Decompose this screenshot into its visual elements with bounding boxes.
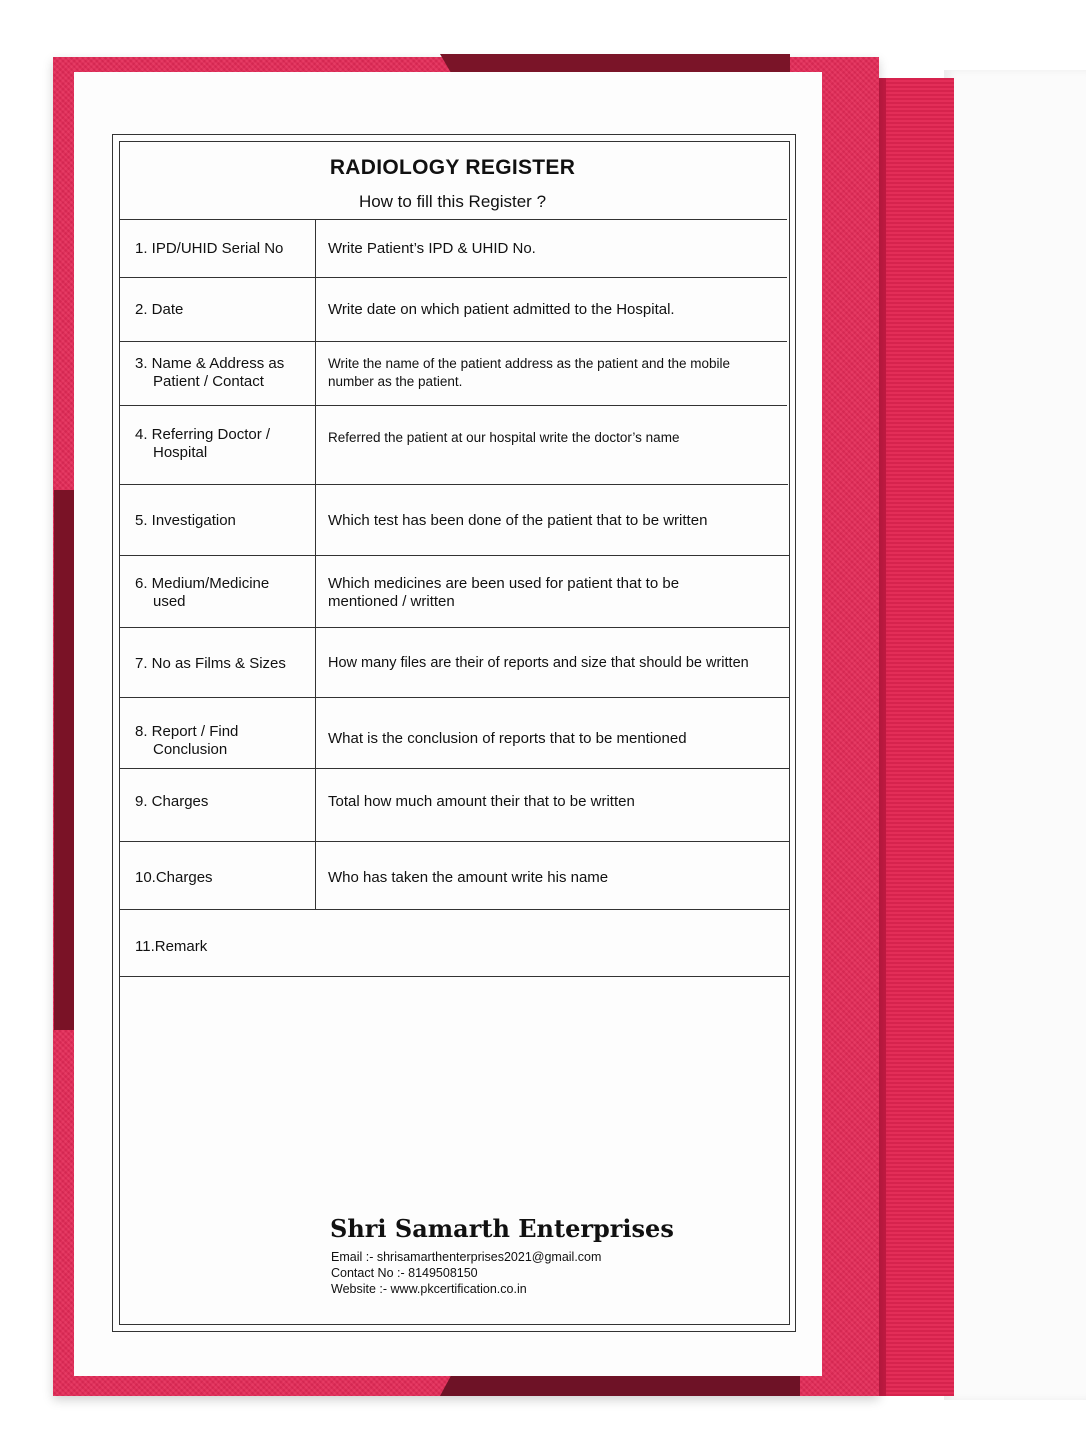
table-rule [119,768,790,769]
row-label-line1: 4. Referring Doctor / [135,426,271,443]
row-label-line1: 2. Date [135,301,184,318]
row-label [135,301,310,319]
row-description: Which medicines are been used for patient that to be mentioned / written [328,575,680,610]
row-label-line1: 8. Report / Find [135,723,239,740]
row-label-line1: 10.Charges [135,869,213,886]
row-label-line1: 5. Investigation [135,512,236,529]
row-description: Write date on which patient admitted to the Hospital. [328,301,675,318]
row-description: What is the conclusion of reports that to be mentioned [328,730,687,747]
row-label [135,355,310,391]
row-label-line1: 7. No as Films & Sizes [135,655,286,672]
row-label [135,240,310,258]
row-description: Write Patient’s IPD & UHID No. [328,240,536,257]
company-name: Shri Samarth Enterprises [330,1214,674,1243]
table-rule [119,627,789,628]
row-label-line2: Conclusion [153,741,228,758]
row-label-line1: 9. Charges [135,793,209,810]
row-label [135,793,310,811]
row-label [135,655,310,673]
row-description: Who has taken the amount write his name [328,869,609,886]
company-contact: Contact No :- 8149508150 [331,1266,478,1280]
table-rule [119,219,787,220]
cover-corner-top [440,54,790,72]
row-label-line2: Patient / Contact [153,373,264,390]
column-divider [315,219,316,910]
book-spine-strip [878,78,954,1396]
register-title: RADIOLOGY REGISTER [329,156,576,179]
row-description: Total how much amount their that to be written [328,793,635,810]
table-rule [119,909,790,910]
row-label [135,869,310,887]
table-rule [119,841,790,842]
row-description: Referred the patient at our hospital write the doctor’s name [328,430,680,445]
row-label-line1: 3. Name & Address as [135,355,285,372]
row-label [135,426,310,462]
row-description: How many files are their of reports and size that should be written [328,655,749,671]
cover-spine-band [54,490,74,1030]
row-label-line2: used [153,593,186,610]
table-rule [119,341,787,342]
row-description: Write the name of the patient address as the patient and the mobile number as the patient. [328,356,731,389]
row-label [135,938,310,956]
cover-corner-bottom [440,1376,800,1396]
row-label-line2: Hospital [153,444,208,461]
table-rule [119,976,790,977]
row-label-line1: 1. IPD/UHID Serial No [135,240,284,257]
table-rule [119,697,790,698]
table-rule [119,277,787,278]
register-subtitle: How to fill this Register ? [358,192,547,211]
row-label-line1: 11.Remark [135,938,208,955]
company-email: Email :- shrisamarthenterprises2021@gmail.com [331,1250,602,1264]
table-rule [119,555,789,556]
table-rule [119,405,787,406]
company-website: Website :- www.pkcertification.co.in [331,1282,527,1296]
row-label [135,512,310,530]
row-label [135,575,310,611]
row-label-line1: 6. Medium/Medicine [135,575,270,592]
table-rule [119,484,788,485]
row-description: Which test has been done of the patient that to be written [328,512,708,529]
right-page [944,70,1086,1400]
row-label [135,723,310,759]
